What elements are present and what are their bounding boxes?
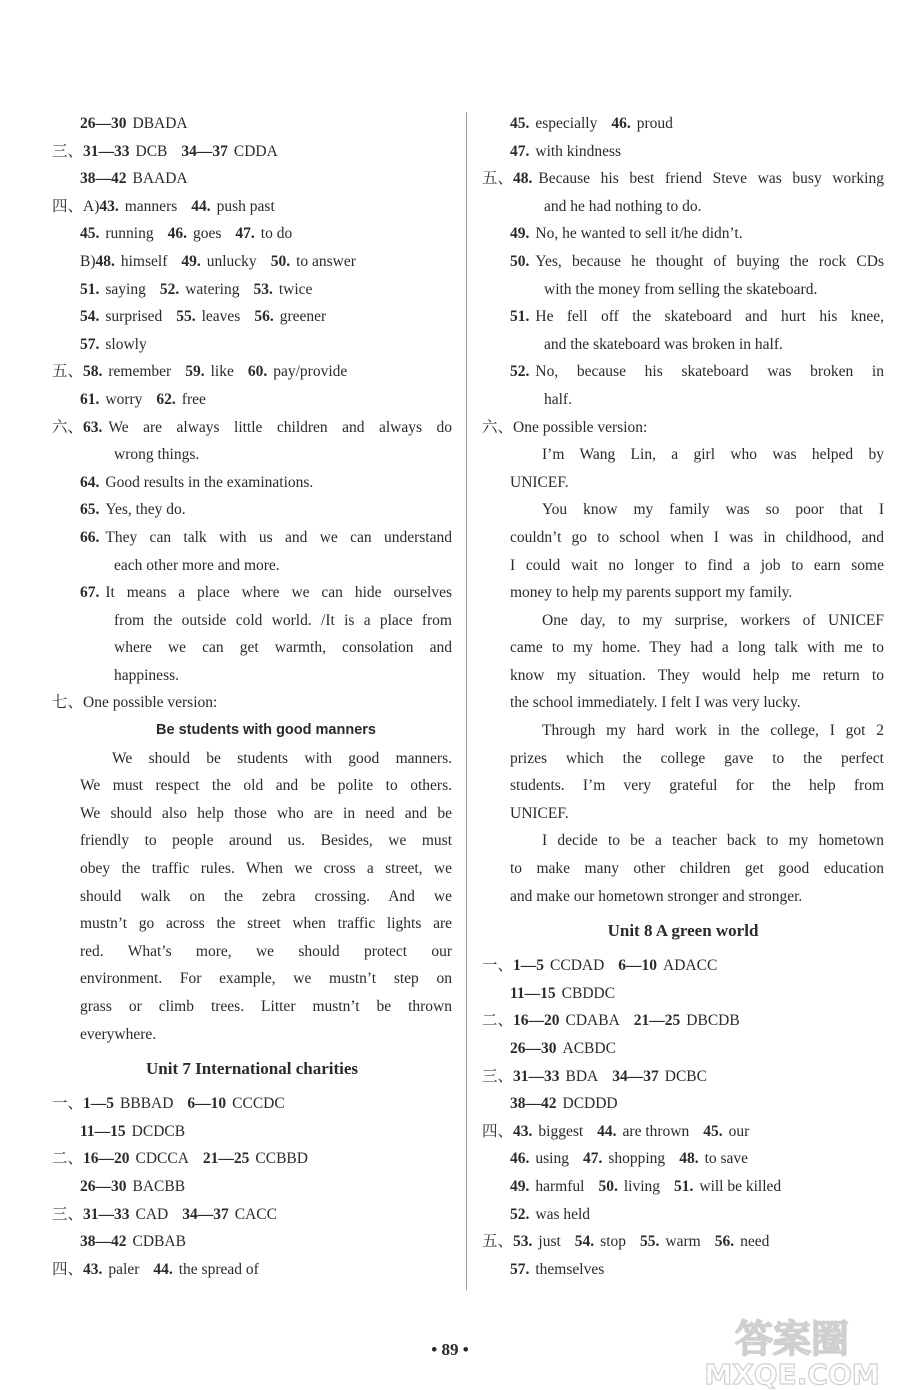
- answer-line: [52, 1201, 452, 1229]
- answer-line: [482, 331, 884, 359]
- question-number: 56.: [714, 1233, 735, 1251]
- answer-line: [52, 772, 452, 800]
- answer-line: [52, 993, 452, 1021]
- answer-text: They can talk with us and we can understand: [105, 528, 452, 546]
- answer-text: obey the traffic rules. When we cross a street, we: [80, 860, 452, 878]
- question-number: 46.: [510, 1150, 530, 1168]
- question-number: 21—25: [633, 1012, 681, 1030]
- question-number: 34—37: [182, 1205, 229, 1223]
- section-number: 五、: [52, 363, 84, 381]
- answer-text: No, he wanted to sell it/he didn’t.: [535, 225, 743, 243]
- question-number: 56.: [254, 308, 274, 326]
- watermark-bottom: MXQE.COM: [704, 1358, 880, 1390]
- question-number: 6—10: [187, 1095, 227, 1113]
- section-number: 四、: [52, 197, 84, 215]
- answer-text: grass or climb trees. Litter mustn’t be thrown: [80, 998, 452, 1015]
- question-number: 11—15: [510, 984, 556, 1002]
- answer-line: [482, 800, 884, 828]
- question-number: 47.: [510, 142, 530, 160]
- question-number: 45.: [703, 1122, 723, 1140]
- answer-text: Unit 8 A green world: [607, 921, 759, 941]
- question-number: 46.: [611, 115, 631, 132]
- question-number: 26—30: [80, 1177, 127, 1195]
- answer-line: [52, 745, 452, 773]
- answer-text: UNICEF.: [510, 473, 569, 491]
- question-number: 55.: [640, 1233, 660, 1251]
- answer-text: unlucky: [206, 252, 257, 270]
- answer-line: [482, 607, 884, 635]
- answer-text: couldn’t go to school when I was in childhood, and: [510, 528, 884, 546]
- answer-line: [482, 276, 884, 304]
- answer-text: You know my family was so poor that I: [542, 501, 884, 519]
- answer-line: [52, 1118, 452, 1146]
- column-divider: [466, 112, 467, 1290]
- answer-text: DBADA: [132, 115, 188, 132]
- answer-text: saying: [105, 280, 146, 298]
- answer-text: himself: [120, 252, 168, 270]
- answer-text: remember: [108, 363, 172, 381]
- answer-line: [482, 952, 884, 980]
- question-number: 50.: [270, 252, 291, 270]
- section-number: 六、: [482, 418, 514, 436]
- answer-line: [482, 1090, 884, 1118]
- answer-text: leaves: [201, 308, 241, 326]
- question-number: 50.: [598, 1177, 618, 1195]
- answer-text: greener: [279, 308, 327, 326]
- answer-text: We should also help those who are in need and be: [80, 804, 452, 822]
- question-number: 11—15: [80, 1122, 126, 1140]
- answer-text: themselves: [535, 1260, 605, 1278]
- answer-text: worry: [105, 390, 143, 408]
- answer-text: ACBDC: [562, 1040, 616, 1057]
- answer-text: goes: [192, 225, 222, 243]
- answer-text: surprised: [105, 308, 163, 326]
- answer-text: manners: [124, 197, 178, 215]
- answer-line: [482, 662, 884, 690]
- answer-text: Good results in the examinations.: [105, 473, 314, 491]
- answer-text: prizes which the college gave to the perfect: [510, 749, 884, 767]
- answer-line: [52, 827, 452, 855]
- answer-text: One possible version:: [83, 694, 218, 712]
- answer-text: mustn’t go across the street when traffic lights are: [80, 915, 452, 933]
- answer-line: [52, 110, 452, 138]
- question-number: 54.: [80, 308, 100, 326]
- answer-text: our: [728, 1122, 750, 1140]
- answer-text: stop: [600, 1233, 627, 1251]
- answer-line: [482, 441, 884, 469]
- answer-text: We must respect the old and be polite to others.: [80, 777, 452, 795]
- answer-text: shopping: [608, 1150, 666, 1168]
- answer-text: We are always little children and always do: [108, 418, 452, 436]
- answer-line: [52, 386, 452, 414]
- question-number: 63.: [83, 418, 103, 436]
- answer-text: using: [535, 1150, 569, 1168]
- answer-line: [482, 745, 884, 773]
- answer-text: where we can get warmth, consolation and: [114, 639, 452, 657]
- section-heading: [52, 1048, 452, 1090]
- answer-text: to do: [260, 225, 293, 243]
- answer-text: paler: [108, 1260, 140, 1278]
- question-number: 52.: [510, 363, 530, 381]
- answer-text: each other more and more.: [114, 556, 280, 574]
- question-number: 57.: [80, 335, 100, 353]
- left-column: [52, 110, 452, 1283]
- answer-line: [52, 496, 452, 524]
- answer-line: [482, 1118, 884, 1146]
- page-number: • 89 •: [431, 1340, 469, 1359]
- question-number: 58.: [83, 363, 103, 381]
- answer-text: to save: [704, 1150, 749, 1168]
- answer-text: DCB: [135, 142, 168, 160]
- answer-text: B): [80, 252, 96, 270]
- answer-text: CDCCA: [135, 1150, 189, 1168]
- answer-line: [52, 358, 452, 386]
- question-number: 55.: [176, 308, 196, 326]
- answer-text: One day, to my surprise, workers of UNICEF: [542, 611, 884, 629]
- answer-line: [52, 855, 452, 883]
- section-number: 三、: [52, 1205, 84, 1223]
- answer-text: with kindness: [535, 142, 622, 160]
- answer-text: money to help my parents support my family.: [510, 584, 793, 602]
- answer-text: like: [210, 363, 234, 381]
- answer-text: biggest: [538, 1122, 584, 1140]
- answer-text: to make many other children get good education: [510, 860, 884, 878]
- answer-line: [482, 883, 884, 911]
- answer-line: [482, 1228, 884, 1256]
- answer-text: are thrown: [622, 1122, 690, 1140]
- answer-text: UNICEF.: [510, 804, 569, 822]
- answer-text: was held: [535, 1205, 591, 1223]
- answer-text: the school immediately. I felt I was very lucky.: [510, 694, 801, 712]
- question-number: 38—42: [510, 1095, 557, 1113]
- answer-text: environment. For example, we mustn’t step on: [80, 970, 452, 988]
- answer-line: [482, 193, 884, 221]
- question-number: 26—30: [510, 1040, 557, 1057]
- section-number: 一、: [482, 957, 514, 975]
- answer-line: [482, 552, 884, 580]
- section-number: 二、: [52, 1150, 84, 1168]
- question-number: 66.: [80, 528, 100, 546]
- answer-line: [52, 910, 452, 938]
- answer-text: It means a place where we can hide ourselves: [105, 584, 452, 602]
- answer-text: CAD: [135, 1205, 169, 1223]
- answer-text: friendly to people around us. Besides, we must: [80, 832, 452, 850]
- question-number: 31—33: [513, 1067, 560, 1085]
- question-number: 16—20: [513, 1012, 560, 1030]
- section-heading: [482, 910, 884, 952]
- answer-line: [482, 855, 884, 883]
- answer-line: [52, 1256, 452, 1284]
- section-number: 五、: [482, 1233, 514, 1251]
- question-number: 50.: [510, 252, 530, 270]
- answer-text: with the money from selling the skateboard.: [544, 280, 818, 298]
- answer-text: BAADA: [132, 170, 188, 188]
- answer-text: BACBB: [132, 1177, 186, 1195]
- answer-line: [482, 303, 884, 331]
- question-number: 43.: [513, 1122, 533, 1140]
- answer-line: [52, 193, 452, 221]
- answer-text: happiness.: [114, 666, 180, 684]
- answer-line: [482, 1201, 884, 1229]
- answer-text: students. I’m very grateful for the help from: [510, 777, 884, 795]
- question-number: 49.: [510, 1177, 530, 1195]
- answer-text: need: [740, 1233, 770, 1251]
- answer-text: came to my home. They had a long talk with me to: [510, 639, 884, 657]
- question-number: 53.: [253, 280, 273, 298]
- answer-text: wrong things.: [114, 446, 200, 464]
- answer-text: slowly: [105, 335, 147, 353]
- answer-text: BBBAD: [120, 1095, 174, 1113]
- answer-line: [482, 524, 884, 552]
- question-number: 1—5: [83, 1095, 115, 1113]
- answer-line: [482, 1145, 884, 1173]
- answer-text: everywhere.: [80, 1025, 157, 1043]
- answer-line: [52, 883, 452, 911]
- answer-text: red. What’s more, we should protect our: [80, 942, 452, 960]
- question-number: 49.: [510, 225, 530, 243]
- answer-text: He fell off the skateboard and hurt his knee,: [535, 308, 884, 326]
- answer-text: half.: [544, 390, 572, 408]
- answer-text: CCDAD: [550, 957, 605, 975]
- section-number: 一、: [52, 1095, 84, 1113]
- answer-line: [52, 800, 452, 828]
- question-number: 43.: [99, 197, 119, 215]
- question-number: 21—25: [202, 1150, 250, 1168]
- answer-line: [52, 276, 452, 304]
- question-number: 43.: [83, 1260, 103, 1278]
- section-number: 六、: [52, 418, 84, 436]
- answer-text: I’m Wang Lin, a girl who was helped by: [542, 446, 884, 464]
- answer-line: [482, 1173, 884, 1201]
- answer-text: Be students with good manners: [156, 722, 376, 739]
- watermark-logo: [692, 1308, 892, 1390]
- answer-text: I could wait no longer to find a job to earn some: [510, 556, 884, 574]
- answer-text: DCDDD: [562, 1095, 618, 1113]
- question-number: 48.: [95, 252, 115, 270]
- answer-text: will be killed: [699, 1177, 782, 1195]
- answer-text: know my situation. They would help me return to: [510, 666, 884, 684]
- answer-line: [52, 248, 452, 276]
- answer-text: ADACC: [663, 957, 718, 975]
- question-number: 46.: [167, 225, 187, 243]
- answer-text: proud: [636, 115, 673, 132]
- answer-text: One possible version:: [513, 418, 648, 436]
- answer-text: and make our hometown stronger and stronger.: [510, 887, 803, 905]
- answer-text: Yes, because he thought of buying the rock CDs: [535, 252, 884, 270]
- answer-line: [482, 414, 884, 442]
- answer-line: [52, 414, 452, 442]
- question-number: 1—5: [513, 957, 545, 975]
- answer-line: [52, 579, 452, 607]
- answer-line: [52, 220, 452, 248]
- answer-line: [482, 579, 884, 607]
- answer-text: CDBAB: [132, 1233, 186, 1251]
- answer-line: [52, 441, 452, 469]
- answer-text: Through my hard work in the college, I got 2: [542, 722, 884, 740]
- answer-line: [482, 469, 884, 497]
- answer-line: [52, 938, 452, 966]
- answer-text: warm: [665, 1233, 701, 1251]
- answer-text: just: [538, 1233, 561, 1251]
- answer-text: watering: [185, 280, 240, 298]
- answer-text: living: [623, 1177, 660, 1195]
- answer-line: [52, 331, 452, 359]
- question-number: 45.: [80, 225, 100, 243]
- question-number: 48.: [513, 170, 533, 188]
- answer-text: Unit 7 International charities: [145, 1059, 359, 1079]
- question-number: 64.: [80, 473, 100, 491]
- answer-text: should walk on the zebra crossing. And we: [80, 887, 452, 905]
- answer-line: [482, 689, 884, 717]
- question-number: 31—33: [83, 1205, 130, 1223]
- answer-text: CBDDC: [561, 984, 616, 1002]
- answer-text: CCCDC: [232, 1095, 285, 1113]
- question-number: 44.: [153, 1260, 173, 1278]
- answer-text: CDDA: [233, 142, 278, 160]
- answer-text: push past: [216, 197, 275, 215]
- answer-text: and the skateboard was broken in half.: [544, 335, 783, 353]
- answer-line: [52, 1090, 452, 1118]
- answer-line: [482, 358, 884, 386]
- answer-text: especially: [535, 115, 598, 132]
- question-number: 38—42: [80, 170, 127, 188]
- answer-text: harmful: [535, 1177, 585, 1195]
- answer-text: DCBC: [664, 1067, 707, 1085]
- question-number: 53.: [513, 1233, 533, 1251]
- answer-line: [482, 980, 884, 1008]
- section-number: 四、: [52, 1260, 84, 1278]
- answer-text: I decide to be a teacher back to my hometown: [542, 832, 884, 850]
- answer-text: BDA: [565, 1067, 599, 1085]
- answer-text: the spread of: [178, 1260, 259, 1278]
- answer-line: [52, 1173, 452, 1201]
- answer-line: [52, 1021, 452, 1049]
- answer-text: running: [105, 225, 154, 243]
- answer-line: [482, 110, 884, 138]
- section-number: 三、: [52, 142, 84, 160]
- question-number: 6—10: [618, 957, 658, 975]
- answer-line: [52, 524, 452, 552]
- question-number: 44.: [191, 197, 211, 215]
- answer-line: [52, 1145, 452, 1173]
- answer-text: CACC: [234, 1205, 277, 1223]
- question-number: 65.: [80, 501, 100, 519]
- question-number: 38—42: [80, 1233, 127, 1251]
- question-number: 62.: [156, 390, 176, 408]
- answer-line: [482, 1007, 884, 1035]
- answer-line: [52, 138, 452, 166]
- answer-line: [52, 165, 452, 193]
- question-number: 48.: [679, 1150, 699, 1168]
- question-number: 52.: [510, 1205, 530, 1223]
- answer-line: [482, 220, 884, 248]
- answer-line: [482, 717, 884, 745]
- section-number: 七、: [52, 694, 84, 712]
- answer-line: [482, 634, 884, 662]
- answer-line: [52, 552, 452, 580]
- question-number: 51.: [80, 280, 100, 298]
- section-number: 五、: [482, 170, 514, 188]
- answer-text: We should be students with good manners.: [112, 749, 452, 767]
- question-number: 57.: [510, 1260, 530, 1278]
- answer-line: [52, 965, 452, 993]
- answer-line: [482, 248, 884, 276]
- answer-line: [482, 386, 884, 414]
- question-number: 49.: [181, 252, 201, 270]
- answer-text: Yes, they do.: [105, 501, 186, 519]
- answer-text: from the outside cold world. /It is a place from: [114, 611, 452, 629]
- answer-line: [52, 1228, 452, 1256]
- answer-line: [52, 469, 452, 497]
- answer-text: DCDCB: [131, 1122, 186, 1140]
- question-number: 47.: [582, 1150, 603, 1168]
- right-column: [482, 110, 884, 1283]
- essay-title: [52, 717, 452, 745]
- answer-line: [482, 827, 884, 855]
- answer-text: A): [83, 197, 100, 215]
- answer-line: [482, 165, 884, 193]
- answer-text: to answer: [296, 252, 356, 270]
- answer-line: [482, 496, 884, 524]
- watermark-top: 答案圈: [734, 1317, 850, 1361]
- answer-line: [52, 303, 452, 331]
- question-number: 51.: [510, 308, 530, 326]
- section-number: 二、: [482, 1012, 514, 1030]
- question-number: 26—30: [80, 115, 127, 132]
- question-number: 67.: [80, 584, 100, 602]
- question-number: 47.: [235, 225, 255, 243]
- section-number: 三、: [482, 1067, 514, 1085]
- question-number: 61.: [80, 390, 100, 408]
- question-number: 54.: [574, 1233, 595, 1251]
- answer-line: [52, 607, 452, 635]
- answer-line: [482, 1256, 884, 1284]
- question-number: 16—20: [83, 1150, 130, 1168]
- answer-line: [482, 1063, 884, 1091]
- answer-text: Because his best friend Steve was busy working: [538, 170, 884, 188]
- answer-text: and he had nothing to do.: [544, 197, 702, 215]
- answer-text: twice: [278, 280, 313, 298]
- question-number: 45.: [510, 115, 530, 132]
- question-number: 31—33: [83, 142, 130, 160]
- answer-line: [52, 662, 452, 690]
- answer-line: [52, 634, 452, 662]
- answer-text: free: [181, 390, 206, 408]
- answer-line: [482, 1035, 884, 1063]
- question-number: 51.: [674, 1177, 694, 1195]
- question-number: 52.: [159, 280, 180, 298]
- question-number: 44.: [597, 1122, 617, 1140]
- answer-text: No, because his skateboard was broken in: [535, 363, 884, 381]
- section-number: 四、: [482, 1122, 514, 1140]
- answer-text: CCBBD: [255, 1150, 308, 1168]
- question-number: 34—37: [612, 1067, 659, 1085]
- answer-text: pay/provide: [273, 363, 348, 381]
- answer-text: CDABA: [565, 1012, 620, 1030]
- answer-line: [482, 138, 884, 166]
- answer-line: [52, 689, 452, 717]
- question-number: 59.: [185, 363, 205, 381]
- question-number: 34—37: [181, 142, 228, 160]
- answer-text: DBCDB: [686, 1012, 740, 1030]
- answer-line: [482, 772, 884, 800]
- question-number: 60.: [247, 363, 268, 381]
